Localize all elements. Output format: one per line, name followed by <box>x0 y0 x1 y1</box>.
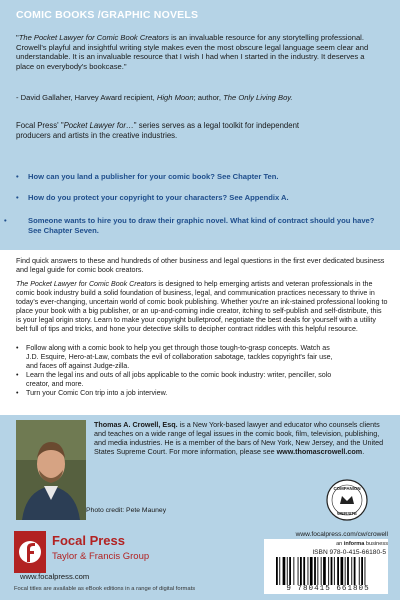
author-website-link[interactable]: www.thomascrowell.com <box>276 446 363 456</box>
ebook-note: Focal titles are available as eBook editions in a range of digital formats <box>14 586 196 592</box>
bio-end: . <box>362 446 365 456</box>
intro-paragraph: Find quick answers to these and hundreds of other business and legal questions in the first ever dedicated business and legal guide for comic book creators. <box>16 256 385 274</box>
body-paragraph <box>16 280 388 333</box>
body-book-title: The Pocket Lawyer for Comic Book Creators <box>16 280 157 288</box>
inform-prefix: an <box>336 541 344 547</box>
attribution-mid: ; author, <box>193 93 224 102</box>
isbn: ISBN 978-0-415-66180-5 <box>312 549 386 556</box>
category-label: COMIC BOOKS /GRAPHIC NOVELS <box>16 9 199 21</box>
series-suffix: " series serves as a legal toolkit for independent producers and artists in the creative industries. <box>16 121 300 140</box>
list-item: • Turn your Comic Con trip into a job interview. <box>16 389 336 398</box>
photo-credit: Photo credit: Pete Mauney <box>86 507 167 514</box>
attribution-work-2: The Only Living Boy. <box>223 93 293 102</box>
series-description <box>16 121 316 141</box>
question-text: How do you protect your copyright to your characters? See Appendix A. <box>28 193 289 202</box>
list-item: • Learn the legal ins and outs of all jobs applicable to the comic book industry: writer, penciller, solo creator, and more. <box>16 371 336 389</box>
author-bio <box>94 421 390 457</box>
list-item: • Follow along with a comic book to help you get through those tough-to-grasp concepts. Watch as J.D. Esquire, Hero-at-Law, combats the evil of collaboration sabotage, tackles copyright's fair use, and faces off against Judge-zilla. <box>16 344 336 371</box>
companion-website-url[interactable]: www.focalpress.com/cw/crowell <box>295 531 388 538</box>
barcode-icon <box>276 557 382 585</box>
inform-suffix: business <box>364 541 388 547</box>
body-text: is designed to help emerging artists and veteran professionals in the comic book industry build a solid foundation of business, legal, and communication practices necessary to thrive in today's ever-changing, uncertain world of comic book publishing. Whether you're an ink-stained professional looking to place your book with a big publisher, or an up-and-coming indie creator, itching to self-publish and self-distribute, this is your legal origin story. Learn to make your copyright bulletproof, negotiate the best deals for yourself with a utility belt full of tips and tricks, and hone your detective skills to decipher contract riddles with this helpful resource. <box>16 280 388 333</box>
series-prefix: Focal Press' " <box>16 121 64 130</box>
bio-text: is a New York-based lawyer and educator who counsels clients and teaches on a wide range of legal issues in the comic book, film, television, publishing, and media industries. He is a member of the bars of New York, New Jersey, and the United States Supreme Court. For more information, please see <box>94 420 384 456</box>
publisher-url[interactable]: www.focalpress.com <box>20 572 90 581</box>
author-photo <box>16 420 86 520</box>
quote-attribution <box>16 93 378 103</box>
feature-list <box>16 344 336 397</box>
attribution-work-1: High Moon <box>156 93 194 102</box>
companion-website-badge <box>326 479 368 521</box>
quote-text: is an invaluable resource for any storytelling professional. Crowell's playful and insightful writing style makes even the most obscure legal language seem clear and understandable. It is an invaluable resource that I wish I had when I started in the industry. It deserves a place on everybody's bookcase." <box>16 33 369 71</box>
question-2: • How do you protect your copyright to your characters? See Appendix A. <box>16 193 289 202</box>
focal-press-logo-icon <box>14 531 46 573</box>
informa-note <box>336 541 388 547</box>
author-portrait-image <box>16 420 86 520</box>
series-title: Pocket Lawyer for… <box>63 121 134 130</box>
question-1: • How can you land a publisher for your comic book? See Chapter Ten. <box>16 172 279 181</box>
inform-brand: informa <box>343 541 365 547</box>
endorsement-quote: "The Pocket Lawyer for Comic Book Creators is an invaluable resource for any storytelling professional. Crowell's playful and insightful writing style makes even the most obscure legal language seem clear and understandable. It is an invaluable resource that I wish I had when I started in the industry. It deserves a place on everybody's bookcase." <box>16 33 369 71</box>
publisher-group: Taylor & Francis Group <box>52 551 150 562</box>
author-name: Thomas A. Crowell, Esq. <box>94 420 178 429</box>
badge-top-text: COMPANION <box>333 486 361 491</box>
attribution-prefix: - David Gallaher, Harvey Award recipient, <box>16 93 157 102</box>
question-3: • Someone wants to hire you to draw their graphic novel. What kind of contract should you have? See Chapter Seven. <box>4 216 375 235</box>
badge-bottom-text: WEBSITE <box>336 511 358 516</box>
quote-book-title: The Pocket Lawyer for Comic Book Creators <box>18 33 169 42</box>
ean-number: 9 780415 661805 <box>286 585 370 593</box>
question-text: Someone wants to hire you to draw their graphic novel. What kind of contract should you have? See Chapter Seven. <box>28 216 375 235</box>
question-text: How can you land a publisher for your comic book? See Chapter Ten. <box>28 172 279 181</box>
publisher-name: Focal Press <box>52 533 125 548</box>
